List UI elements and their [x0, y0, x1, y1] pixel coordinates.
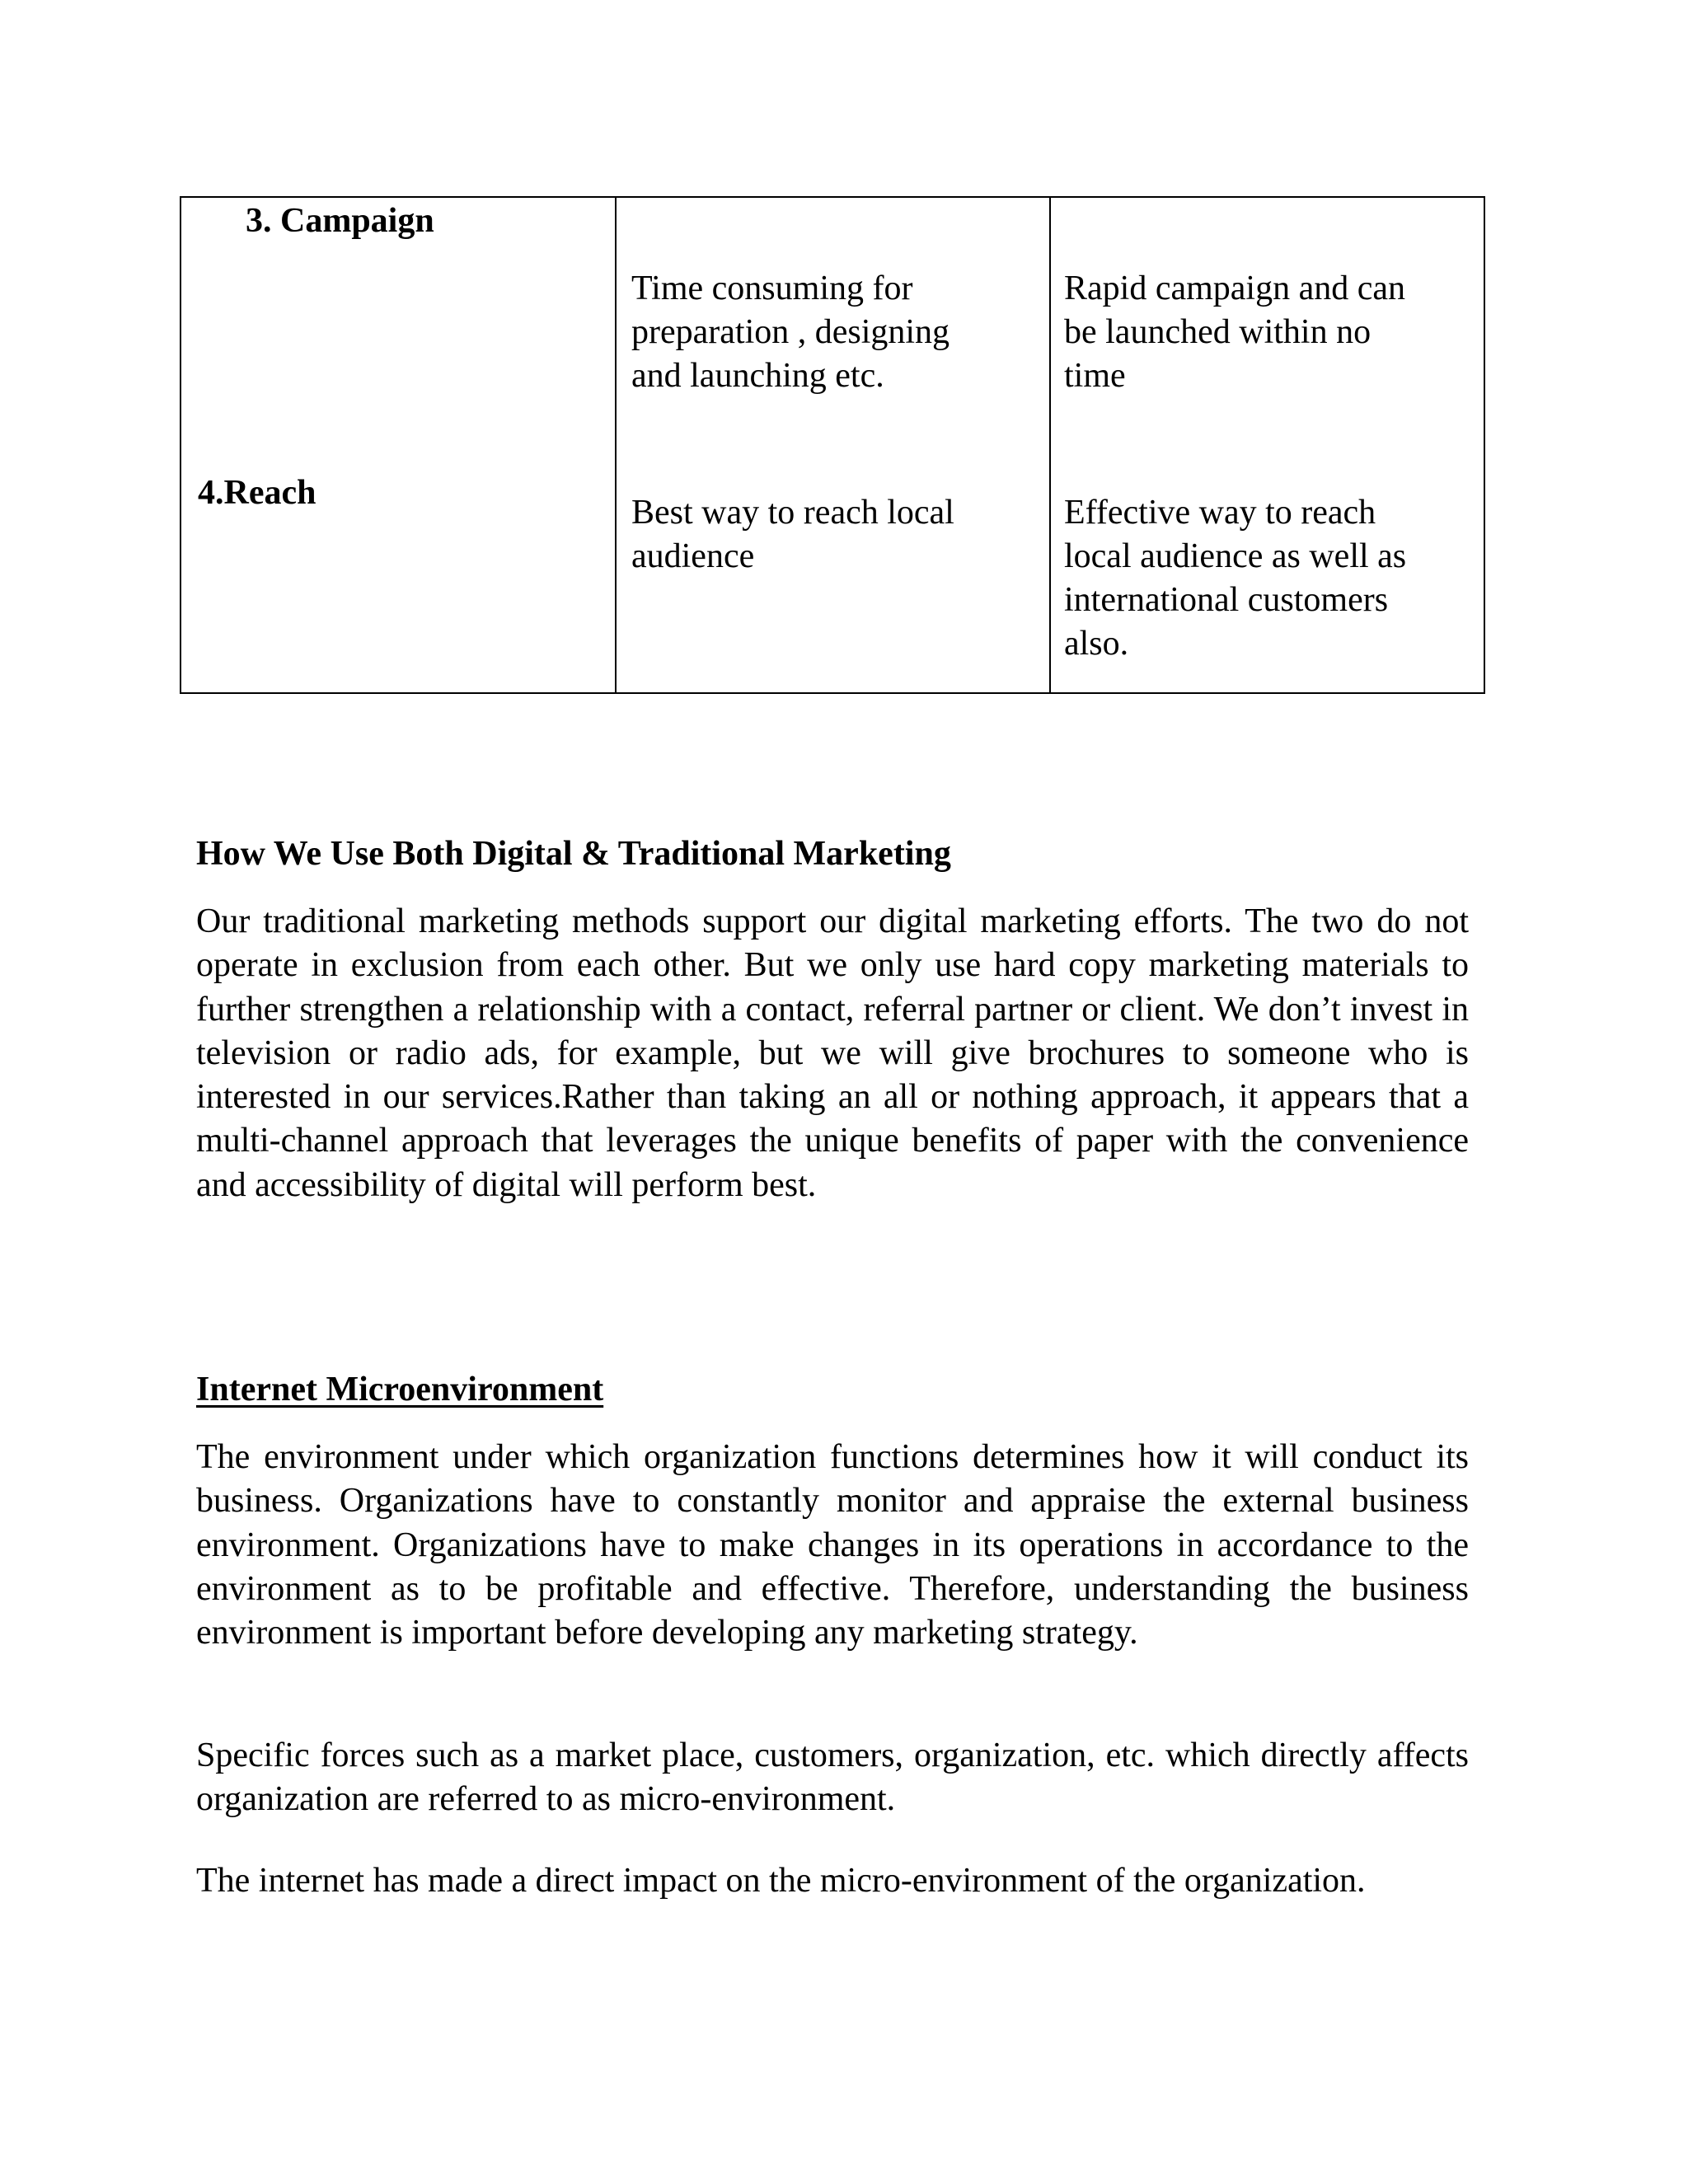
digital-reach-text: Effective way to reach local audience as well as international customers also. — [1064, 494, 1407, 663]
traditional-campaign-text: Time consuming for preparation , designing and launching etc. — [631, 269, 950, 395]
section-heading-microenvironment: Internet Microenvironment — [196, 1371, 604, 1408]
paragraph-internet-impact: The internet has made a direct impact on the micro-environment of the organization. — [196, 1862, 1366, 1900]
paragraph-micro-forces: Specific forces such as a market place, customers, organization, etc. which directly affects organization are referred to as micro-environment. — [196, 1736, 1469, 1819]
table-row — [181, 197, 1484, 693]
comparison-table — [180, 196, 1485, 694]
criterion-campaign: 3. Campaign — [246, 202, 434, 240]
section-heading-both-marketing: How We Use Both Digital & Traditional Marketing — [196, 835, 951, 873]
paragraph-environment: The environment under which organization functions determines how it will conduct its business. Organizations have to constantly monitor and appraise the external business environment. Organizations have to make changes in its operations in accordance to the environment as to be profitable and effective. Therefore, understanding the business environment is important before developing any marketing strategy. — [196, 1438, 1469, 1652]
digital-campaign-text: Rapid campaign and can be launched within no time — [1064, 269, 1406, 395]
paragraph-both-marketing: Our traditional marketing methods support our digital marketing efforts. The two do not operate in exclusion from each other. But we only use hard copy marketing materials to further strengthen a relationship with a contact, referral partner or client. We don’t invest in television or radio ads, for example, but we will give brochures to someone who is interested in our services.Rather than taking an all or nothing approach, it appears that a multi-channel approach that leverages the unique benefits of paper with the convenience and accessibility of digital will perform best. — [196, 902, 1469, 1204]
criterion-cell — [181, 197, 616, 693]
traditional-reach-text: Best way to reach local audience — [631, 494, 954, 575]
traditional-cell — [616, 197, 1050, 693]
criterion-reach: 4.Reach — [198, 474, 316, 512]
digital-cell — [1050, 197, 1484, 693]
